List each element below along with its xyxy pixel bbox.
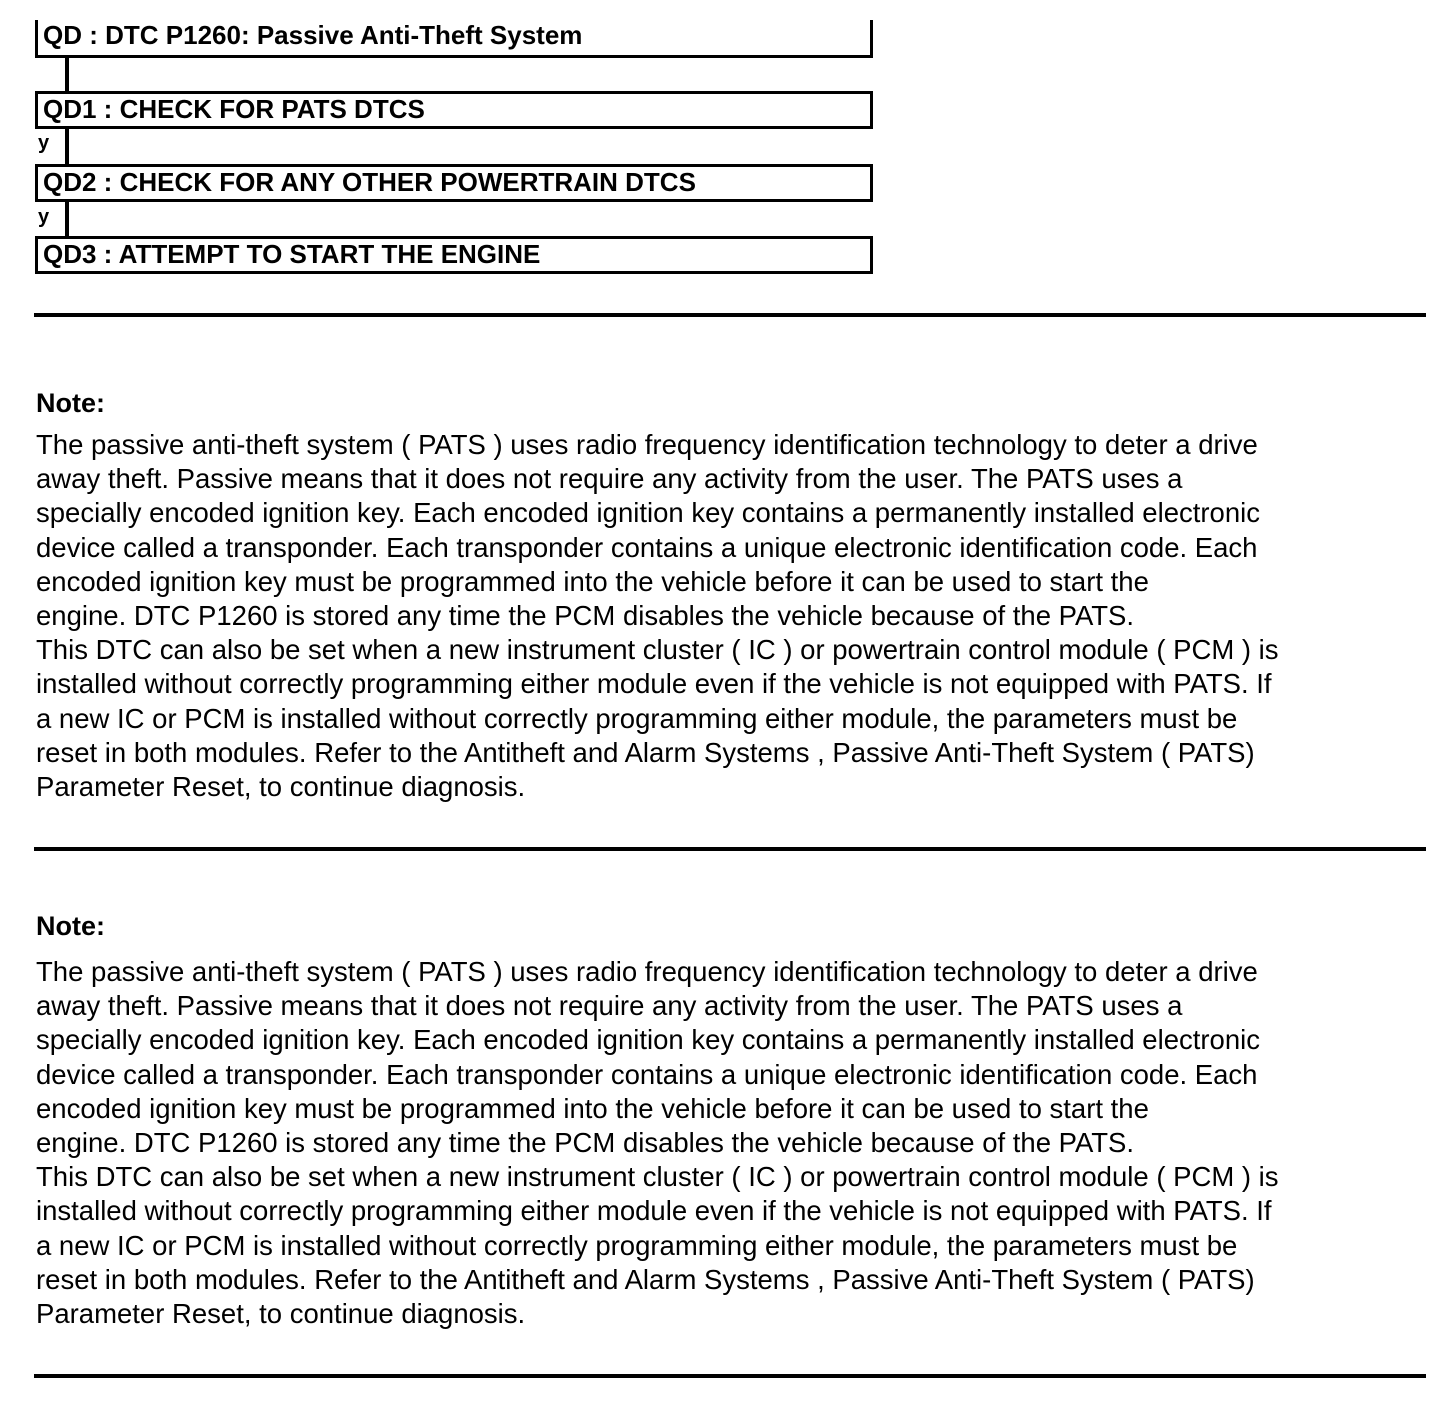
diagnostic-flowchart bbox=[35, 20, 875, 280]
note-line: The passive anti-theft system ( PATS ) uses radio frequency identification technology to deter a drive bbox=[36, 956, 1258, 987]
note-line: specially encoded ignition key. Each encoded ignition key contains a permanently installed electronic bbox=[36, 497, 1260, 529]
note-line: engine. DTC P1260 is stored any time the PCM disables the vehicle because of the PATS. bbox=[36, 600, 1135, 632]
section-divider bbox=[34, 1374, 1426, 1378]
note-line: encoded ignition key must be programmed into the vehicle before it can be used to start the bbox=[36, 1092, 1149, 1124]
flow-step-label: QD1 : CHECK FOR PATS DTCS bbox=[43, 94, 425, 124]
note-line: This DTC can also be set when a new instrument cluster ( IC ) or powertrain control module ( PCM ) is bbox=[36, 1161, 1279, 1193]
note-line: device called a transponder. Each transponder contains a unique electronic identification code. Each bbox=[36, 531, 1258, 563]
note-line: a new IC or PCM is installed without correctly programming either module, the parameters must be bbox=[36, 702, 1238, 734]
note-line: specially encoded ignition key. Each encoded ignition key contains a permanently installed electronic bbox=[36, 1024, 1260, 1056]
note-title: Note: bbox=[36, 388, 105, 418]
note-block-2 bbox=[36, 909, 1436, 1331]
note-line: engine. DTC P1260 is stored any time the PCM disables the vehicle because of the PATS. bbox=[36, 1127, 1135, 1159]
flow-step-label: QD3 : ATTEMPT TO START THE ENGINE bbox=[43, 239, 541, 269]
flow-step-qd2[interactable] bbox=[35, 164, 873, 202]
note-line: Parameter Reset, to continue diagnosis. bbox=[36, 771, 526, 803]
note-line: reset in both modules. Refer to the Antitheft and Alarm Systems , Passive Anti-Theft System ( PATS) bbox=[36, 736, 1255, 768]
flow-step-qd3[interactable] bbox=[35, 236, 873, 274]
flow-connector bbox=[65, 128, 69, 165]
note-title: Note: bbox=[36, 911, 105, 941]
flow-connector bbox=[65, 55, 69, 92]
note-block-1 bbox=[36, 386, 1436, 804]
note-line: away theft. Passive means that it does not require any activity from the user. The PATS uses a bbox=[36, 990, 1183, 1022]
note-line: The passive anti-theft system ( PATS ) uses radio frequency identification technology to deter a drive bbox=[36, 429, 1258, 460]
note-line: reset in both modules. Refer to the Antitheft and Alarm Systems , Passive Anti-Theft System ( PATS) bbox=[36, 1263, 1255, 1295]
note-line: This DTC can also be set when a new instrument cluster ( IC ) or powertrain control module ( PCM ) is bbox=[36, 634, 1279, 666]
note-line: installed without correctly programming either module even if the vehicle is not equipped with PATS. If bbox=[36, 668, 1272, 700]
branch-yes-label: y bbox=[38, 206, 50, 228]
note-line: installed without correctly programming either module even if the vehicle is not equipped with PATS. If bbox=[36, 1195, 1272, 1227]
note-line: encoded ignition key must be programmed into the vehicle before it can be used to start the bbox=[36, 565, 1149, 597]
flowchart-header-label: QD : DTC P1260: Passive Anti-Theft System bbox=[43, 20, 583, 50]
note-line: device called a transponder. Each transponder contains a unique electronic identification code. Each bbox=[36, 1058, 1258, 1090]
flowchart-header-box bbox=[35, 20, 873, 58]
section-divider bbox=[34, 313, 1426, 317]
note-line: away theft. Passive means that it does not require any activity from the user. The PATS uses a bbox=[36, 463, 1183, 495]
note-line: a new IC or PCM is installed without correctly programming either module, the parameters must be bbox=[36, 1229, 1238, 1261]
flow-connector bbox=[65, 201, 69, 237]
flow-step-label: QD2 : CHECK FOR ANY OTHER POWERTRAIN DTCS bbox=[43, 167, 696, 197]
branch-yes-label: y bbox=[38, 132, 50, 154]
note-line: Parameter Reset, to continue diagnosis. bbox=[36, 1298, 526, 1330]
section-divider bbox=[34, 847, 1426, 851]
flow-step-qd1[interactable] bbox=[35, 91, 873, 129]
